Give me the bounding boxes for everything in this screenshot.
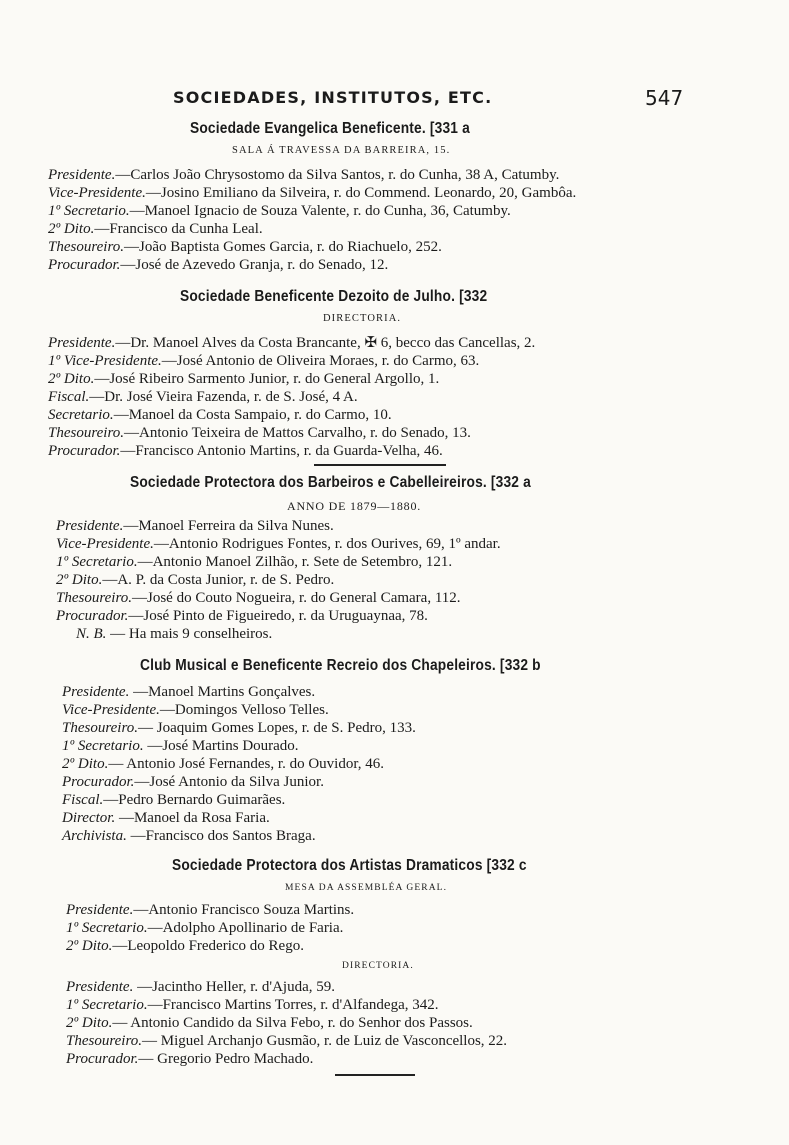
directory-entry: Presidente.—Dr. Manoel Alves da Costa Brancante, ✠ 6, becco das Cancellas, 2. (48, 335, 536, 351)
directory-entry: Presidente. —Jacintho Heller, r. d'Ajuda, 59. (66, 979, 335, 995)
directory-entry: Presidente. —Manoel Martins Gonçalves. (62, 684, 316, 700)
section-subtitle: DIRECTORIA. (323, 313, 402, 324)
directory-entry: 1º Secretario. —José Martins Dourado. (62, 738, 299, 754)
directory-entry: Thesoureiro.—João Baptista Gomes Garcia, r. do Riachuelo, 252. (48, 239, 442, 255)
directory-entry: 2º Dito.—Leopoldo Frederico do Rego. (66, 938, 304, 954)
directory-entry: 1º Secretario.—Antonio Manoel Zilhão, r. Sete de Setembro, 121. (56, 554, 453, 570)
directory-entry: 2º Dito.—Francisco da Cunha Leal. (48, 221, 263, 237)
directory-entry: Thesoureiro.— Joaquim Gomes Lopes, r. de S. Pedro, 133. (62, 720, 416, 736)
section-subtitle: SALA Á TRAVESSA DA BARREIRA, 15. (232, 145, 451, 156)
running-header (0, 88, 789, 114)
directory-entry: Presidente.—Manoel Ferreira da Silva Nunes. (56, 518, 334, 534)
directory-entry: 1º Vice-Presidente.—José Antonio de Oliveira Moraes, r. do Carmo, 63. (48, 353, 480, 369)
directory-entry: 2º Dito.—A. P. da Costa Junior, r. de S. Pedro. (56, 572, 335, 588)
directory-entry: Fiscal.—Pedro Bernardo Guimarães. (62, 792, 286, 808)
directory-entry: Procurador.—José de Azevedo Granja, r. do Senado, 12. (48, 257, 389, 273)
section-subtitle: DIRECTORIA. (342, 961, 414, 971)
directory-entry: Presidente.—Antonio Francisco Souza Martins. (66, 902, 355, 918)
section-title: Sociedade Protectora dos Artistas Dramaticos [332 c (172, 857, 527, 874)
directory-entry: Thesoureiro.—Antonio Teixeira de Mattos Carvalho, r. do Senado, 13. (48, 425, 471, 441)
section-divider (314, 464, 446, 466)
directory-entry: Procurador.— Gregorio Pedro Machado. (66, 1051, 314, 1067)
directory-note: N. B. — Ha mais 9 conselheiros. (76, 626, 273, 642)
directory-entry: Fiscal.—Dr. José Vieira Fazenda, r. de S. José, 4 A. (48, 389, 358, 405)
section-subtitle: ANNO DE 1879—1880. (287, 499, 422, 513)
directory-entry: 2º Dito.—José Ribeiro Sarmento Junior, r. do General Argollo, 1. (48, 371, 440, 387)
section-title: Sociedade Beneficente Dezoito de Julho. [332 (180, 288, 488, 305)
directory-entry: 1º Secretario.—Manoel Ignacio de Souza Valente, r. do Cunha, 36, Catumby. (48, 203, 511, 219)
directory-entry: Secretario.—Manoel da Costa Sampaio, r. do Carmo, 10. (48, 407, 392, 423)
directory-entry: Vice-Presidente.—Domingos Velloso Telles. (62, 702, 329, 718)
page-number: 547 (645, 86, 684, 110)
directory-entry: Archivista. —Francisco dos Santos Braga. (62, 828, 316, 844)
section-title: Sociedade Evangelica Beneficente. [331 a (190, 120, 470, 137)
directory-entry: Procurador.—José Antonio da Silva Junior. (62, 774, 324, 790)
directory-entry: Procurador.—Francisco Antonio Martins, r. da Guarda-Velha, 46. (48, 443, 443, 459)
directory-entry: 1º Secretario.—Adolpho Apollinario de Faria. (66, 920, 344, 936)
directory-entry: 2º Dito.— Antonio Candido da Silva Febo, r. do Senhor dos Passos. (66, 1015, 473, 1031)
directory-entry: Thesoureiro.—José do Couto Nogueira, r. do General Camara, 112. (56, 590, 461, 606)
directory-entry: Thesoureiro.— Miguel Archanjo Gusmão, r. de Luiz de Vasconcellos, 22. (66, 1033, 508, 1049)
directory-entry: Presidente.—Carlos João Chrysostomo da Silva Santos, r. do Cunha, 38 A, Catumby. (48, 167, 560, 183)
section-title: Sociedade Protectora dos Barbeiros e Cabelleireiros. [332 a (130, 474, 531, 491)
directory-entry: Procurador.—José Pinto de Figueiredo, r. da Uruguaynaa, 78. (56, 608, 428, 624)
running-title: SOCIEDADES, INSTITUTOS, ETC. (173, 88, 493, 107)
section-subtitle: MESA DA ASSEMBLÉA GERAL. (285, 883, 448, 893)
section-title: Club Musical e Beneficente Recreio dos Chapeleiros. [332 b (140, 657, 541, 674)
section-divider (335, 1074, 415, 1076)
directory-entry: 2º Dito.— Antonio José Fernandes, r. do Ouvidor, 46. (62, 756, 384, 772)
directory-entry: Vice-Presidente.—Antonio Rodrigues Fontes, r. dos Ourives, 69, 1º andar. (56, 536, 501, 552)
directory-entry: 1º Secretario.—Francisco Martins Torres, r. d'Alfandega, 342. (66, 997, 439, 1013)
directory-entry: Director. —Manoel da Rosa Faria. (62, 810, 270, 826)
directory-entry: Vice-Presidente.—Josino Emiliano da Silveira, r. do Commend. Leonardo, 20, Gambôa. (48, 185, 577, 201)
